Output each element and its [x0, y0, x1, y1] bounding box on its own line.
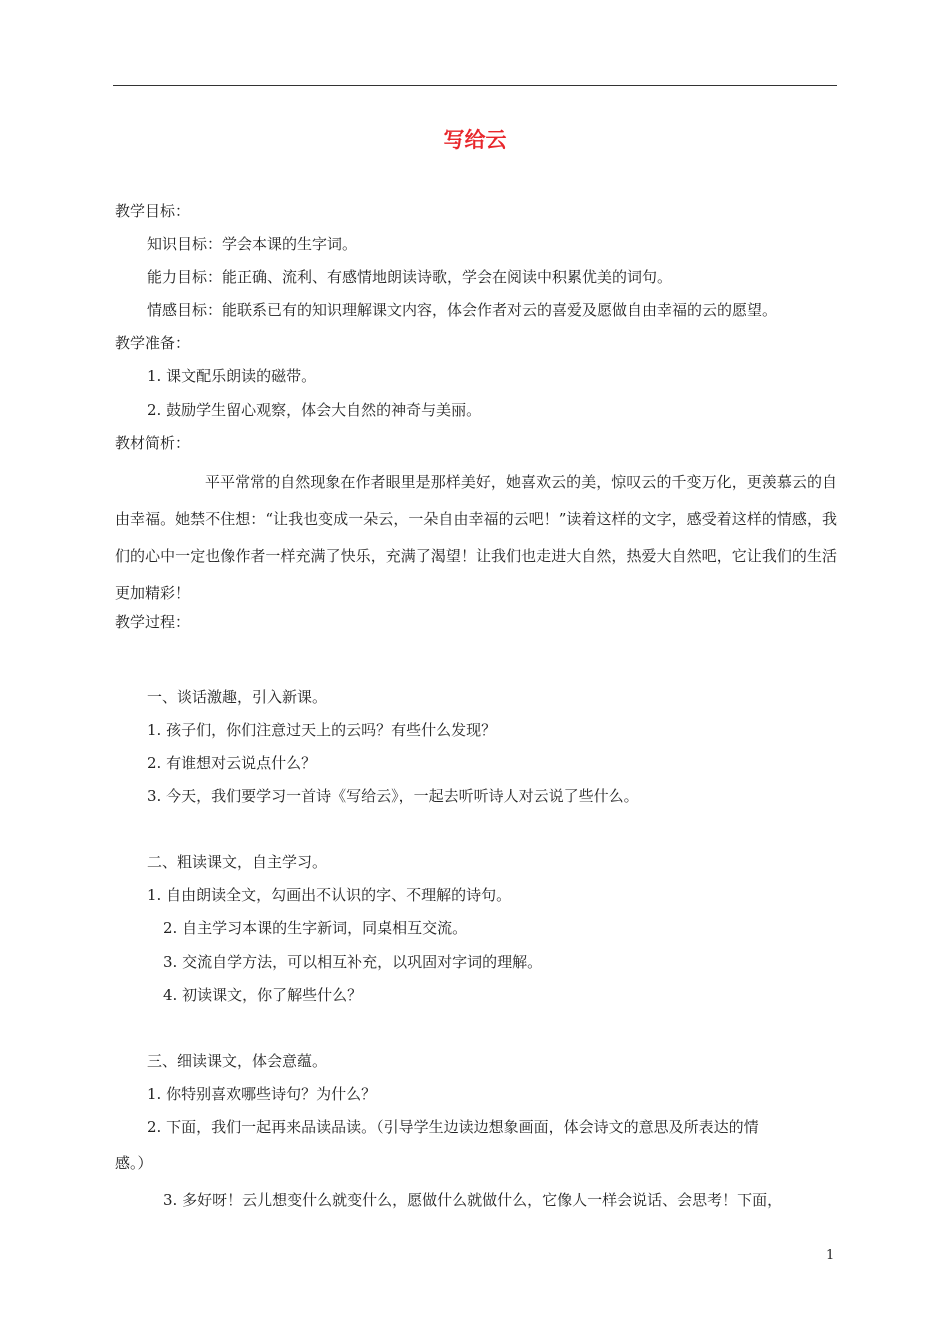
- goal-knowledge: 知识目标：学会本课的生字词。: [147, 235, 358, 253]
- section-title: 二、粗读课文，自主学习。: [147, 853, 328, 871]
- list-item: 3. 今天，我们要学习一首诗《写给云》，一起去听听诗人对云说了些什么。: [147, 787, 639, 805]
- list-item: 2. 自主学习本课的生字新词，同桌相互交流。: [163, 919, 468, 937]
- analysis-paragraph: 平平常常的自然现象在作者眼里是那样美好，她喜欢云的美，惊叹云的千变万化，更羡慕云的自由幸福。她禁不住想：“让我也变成一朵云，一朵自由幸福的云吧！”读着这样的文字，感受着这样的情感，我们的心中一定也像作者一样充满了快乐，充满了渴望！让我们也走进大自然，热爱大自然吧，它让我们的生活更加精彩！: [115, 473, 837, 602]
- header-rule: [113, 85, 837, 86]
- section-title: 三、细读课文，体会意蕴。: [147, 1052, 328, 1070]
- analysis-heading: 教材简析：: [115, 434, 191, 452]
- list-item: 3. 多好呀！云儿想变什么就变什么，愿做什么就做什么，它像人一样会说话、会思考！下面，: [163, 1191, 783, 1209]
- section-title: 一、谈话激趣，引入新课。: [147, 688, 328, 706]
- goal-emotion: 情感目标：能联系已有的知识理解课文内容，体会作者对云的喜爱及愿做自由幸福的云的愿望。: [147, 301, 778, 319]
- list-item: 1. 孩子们，你们注意过天上的云吗？有些什么发现？: [147, 721, 497, 739]
- list-item: 1. 自由朗读全文，勾画出不认识的字、不理解的诗句。: [147, 886, 512, 904]
- list-item: 2. 有谁想对云说点什么？: [147, 754, 317, 772]
- prep-heading: 教学准备：: [115, 334, 191, 352]
- goal-ability: 能力目标：能正确、流利、有感情地朗读诗歌，学会在阅读中积累优美的词句。: [147, 268, 673, 286]
- process-heading: 教学过程：: [115, 613, 191, 631]
- list-item-continuation: 感。）: [115, 1154, 153, 1172]
- prep-item: 2. 鼓励学生留心观察，体会大自然的神奇与美丽。: [147, 401, 482, 419]
- list-item: 2. 下面，我们一起再来品读品读。（引导学生边读边想象画面，体会诗文的意思及所表达的情: [147, 1118, 759, 1136]
- list-item: 3. 交流自学方法，可以相互补充，以巩固对字词的理解。: [163, 953, 543, 971]
- prep-item: 1. 课文配乐朗读的磁带。: [147, 367, 317, 385]
- list-item: 4. 初读课文，你了解些什么？: [163, 986, 363, 1004]
- list-item: 1. 你特别喜欢哪些诗句？为什么？: [147, 1085, 377, 1103]
- goals-heading: 教学目标：: [115, 202, 191, 220]
- document-title: 写给云: [443, 128, 507, 152]
- page-number: 1: [826, 1248, 835, 1263]
